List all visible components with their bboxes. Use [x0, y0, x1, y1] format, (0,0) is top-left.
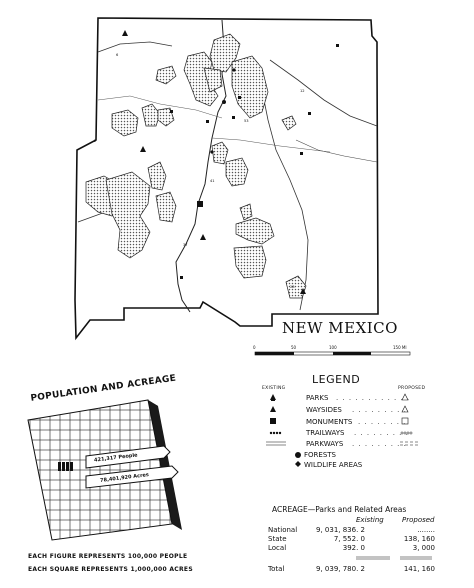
scale-label: 0: [253, 345, 256, 350]
legend-label: TRAILWAYS: [306, 429, 345, 437]
legend-item-forests: [304, 451, 474, 461]
population-label: 421,317 People: [93, 452, 138, 464]
legend-proposed-header: PROPOSED: [398, 386, 426, 391]
san-juan-river: [98, 42, 172, 52]
legend-title: LEGEND: [312, 373, 361, 386]
scale-label: 50: [291, 345, 297, 350]
note-people: EACH FIGURE REPRESENTS 100,000 PEOPLE: [28, 553, 188, 560]
svg-text:41: 41: [210, 179, 215, 183]
legend-label: PARKWAYS: [306, 440, 344, 448]
scale-label: 100: [329, 345, 337, 350]
scale-label: 150 MI: [393, 345, 407, 350]
svg-text:37: 37: [183, 243, 188, 247]
acreage-header-existing: Existing: [356, 516, 384, 524]
legend-label: WAYSIDES: [306, 406, 342, 414]
legend-item-monuments: MONUMENTS . . . . . . . .: [306, 418, 407, 426]
map-title: NEW MEXICO: [282, 319, 398, 337]
acreage-title: ACREAGE—Parks and Related Areas: [272, 505, 407, 514]
note-acres: EACH SQUARE REPRESENTS 1,000,000 ACRES: [28, 566, 193, 573]
svg-text:28: 28: [290, 285, 295, 289]
legend-item-wildlife-areas: [304, 461, 474, 471]
table-row-total: Total 9, 039, 780. 2 141, 160: [268, 565, 435, 573]
legend-item-parkways: PARKWAYS . . . . . . . . .: [306, 440, 407, 448]
legend-label: MONUMENTS: [306, 418, 353, 426]
acreage-label: 78,401,920 Acres: [99, 472, 150, 484]
population-acreage-title: POPULATION AND ACREAGE: [30, 373, 177, 404]
table-row: Local 392. 0 3, 000: [268, 544, 435, 552]
legend-item-waysides: WAYSIDES . . . . . . . . .: [306, 406, 407, 414]
population-acreage-graphic: [28, 400, 182, 540]
minor-river: [296, 140, 377, 162]
table-row: State 7, 552. 0 138, 160: [268, 535, 435, 543]
table-row: National 9, 031, 836. 2 ........: [268, 526, 435, 534]
legend-label: FORESTS: [304, 451, 336, 459]
svg-text:12: 12: [300, 89, 305, 93]
svg-text:2: 2: [94, 139, 97, 143]
svg-text:53: 53: [244, 119, 249, 123]
legend-item-parks: PARKS . . . . . . . . . . . .: [306, 394, 411, 402]
legend-label: PARKS: [306, 394, 329, 402]
forest-areas: [86, 34, 306, 298]
road-line: [212, 138, 330, 152]
scale-bar: [255, 352, 410, 355]
svg-text:6: 6: [116, 53, 119, 57]
legend-item-trailways: TRAILWAYS . . . . . . . . .: [306, 429, 409, 437]
canadian-river: [270, 60, 377, 126]
legend-label: WILDLIFE AREAS: [304, 461, 363, 469]
legend-existing-header: EXISTING: [262, 386, 286, 391]
acreage-header-proposed: Proposed: [402, 516, 435, 524]
